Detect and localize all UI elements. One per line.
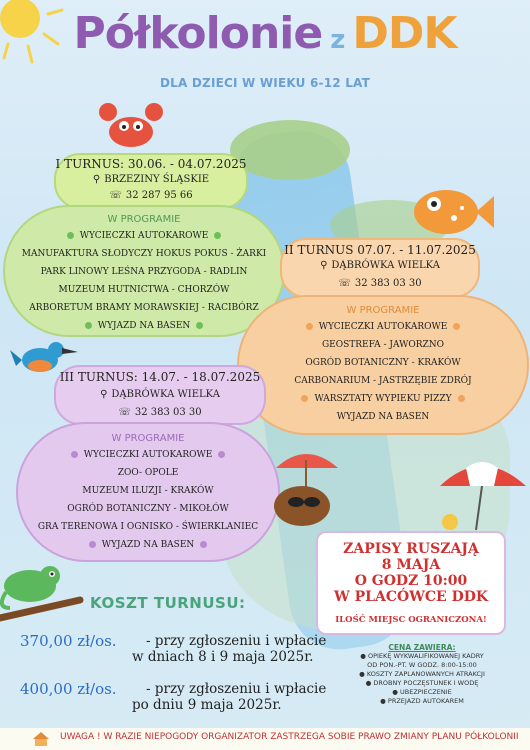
turn2-place	[280, 257, 480, 275]
turn1-phone	[54, 187, 248, 205]
page-title	[0, 8, 530, 59]
turn3-program-list	[16, 446, 280, 554]
list-item: ARBORETUM BRAMY MORAWSKIEJ - RACIBÓRZ	[29, 303, 259, 313]
phone-icon: ☏	[338, 278, 351, 289]
turn1-phone-text: 32 287 95 66	[125, 190, 193, 201]
turn1-place-text: BRZEZINY ŚLĄSKIE	[104, 174, 210, 185]
grass-decoration	[230, 120, 350, 180]
bullet-icon	[196, 322, 203, 329]
list-item: CARBONARIUM - JASTRZĘBIE ZDRÓJ	[294, 376, 472, 386]
list-item: OGRÓD BOTANICZNY - KRAKÓW	[305, 358, 461, 368]
list-item: WYCIECZKI AUTOKAROWE	[16, 446, 280, 464]
bullet-icon	[89, 541, 96, 548]
crab-icon	[96, 100, 166, 152]
title-ddk: DDK	[352, 8, 457, 59]
list-item: WYJAZD NA BASEN	[336, 412, 430, 422]
phone-icon: ☏	[109, 190, 122, 201]
turn2-phone-text: 32 383 03 30	[354, 278, 422, 289]
registration-line1: ZAPISY RUSZAJĄ	[343, 541, 479, 557]
turn1-program-heading: W PROGRAMIE	[107, 214, 181, 225]
turn2-phone	[280, 275, 480, 293]
bullet-icon	[458, 395, 465, 402]
limited-places-note: ILOŚĆ MIEJSC OGRANICZONA!	[335, 615, 487, 625]
turn2-place-text: DĄBRÓWKA WIELKA	[331, 260, 440, 271]
price-late-desc-line1: - przy zgłoszeniu i wpłacie	[146, 681, 327, 697]
price-early-desc	[132, 633, 327, 665]
list-item: OD PON.-PT. W GODZ. 8:00-15:00	[367, 661, 477, 669]
bullet-icon	[306, 323, 313, 330]
footer	[0, 728, 530, 750]
location-pin-icon: ⚲	[100, 389, 108, 400]
turn3-place	[54, 386, 266, 404]
title-connector: z	[330, 25, 345, 55]
chameleon-icon	[0, 548, 92, 628]
list-item: WYJAZD NA BASEN	[16, 536, 280, 554]
price-early: 370,00 zł/os.	[20, 632, 117, 650]
list-item: ● UBEZPIECZENIE	[392, 688, 452, 696]
age-subtitle: DLA DZIECI W WIEKU 6-12 LAT	[160, 76, 370, 90]
footer-warning: UWAGA ! W RAZIE NIEPOGODY ORGANIZATOR ZASTRZEGA SOBIE PRAWO ZMIANY PLANU PÓŁKOLONII	[60, 732, 519, 742]
price-includes-heading: CENA ZAWIERA:	[388, 643, 456, 652]
registration-box	[316, 531, 506, 635]
list-item: WYJAZD NA BASEN	[3, 317, 285, 335]
title-text: Półkolonie	[73, 8, 323, 59]
beach-umbrella-icon	[436, 452, 528, 532]
list-item: MUZEUM HUTNICTWA - CHORZÓW	[58, 285, 230, 295]
bullet-icon	[453, 323, 460, 330]
turn2-program-list	[237, 318, 529, 426]
list-item: ● KOSZTY ZAPLANOWANYCH ATRAKCJI	[359, 670, 485, 678]
location-pin-icon: ⚲	[320, 260, 328, 271]
bullet-icon	[218, 451, 225, 458]
list-item: WYCIECZKI AUTOKAROWE	[3, 227, 285, 245]
list-item: ● DROBNY POCZĘSTUNEK I WODĘ	[365, 679, 479, 687]
bullet-icon	[71, 451, 78, 458]
phone-icon: ☏	[118, 407, 131, 418]
list-item: OGRÓD BOTANICZNY - MIKOŁÓW	[67, 504, 229, 514]
list-item: ● OPIEKĘ WYKWALIFIKOWANEJ KADRY	[360, 652, 484, 660]
turn3-phone-text: 32 383 03 30	[134, 407, 202, 418]
house-logo-icon	[32, 731, 50, 747]
list-item: ZOO- OPOLE	[117, 468, 179, 478]
price-includes	[342, 643, 502, 706]
fish-icon	[404, 180, 496, 240]
list-item: GRA TERENOWA I OGNISKO - ŚWIERKLANIEC	[37, 522, 259, 532]
list-item: MANUFAKTURA SŁODYCZY HOKUS POKUS - ŻARKI	[21, 249, 267, 259]
coconut-drink-icon	[266, 440, 346, 530]
turn3-title: III TURNUS: 14.07. - 18.07.2025	[59, 370, 261, 384]
price-early-desc-line1: - przy zgłoszeniu i wpłacie	[146, 633, 327, 649]
turn2-title: II TURNUS 07.07. - 11.07.2025	[284, 243, 476, 257]
location-pin-icon: ⚲	[92, 174, 101, 185]
list-item: WARSZTATY WYPIEKU PIZZY	[237, 390, 529, 408]
turn3-program-heading: W PROGRAMIE	[111, 433, 185, 444]
list-item: WYCIECZKI AUTOKAROWE	[237, 318, 529, 336]
turn1-title: I TURNUS: 30.06. - 04.07.2025	[55, 157, 247, 171]
bullet-icon	[301, 395, 308, 402]
list-item: PARK LINOWY LEŚNA PRZYGODA - RADLIN	[40, 267, 248, 277]
price-late-desc-line2: po dniu 9 maja 2025r.	[132, 697, 282, 713]
list-item: MUZEUM ILUZJI - KRAKÓW	[82, 486, 214, 496]
bullet-icon	[200, 541, 207, 548]
price-early-desc-line2: w dniach 8 i 9 maja 2025r.	[132, 649, 314, 665]
price-late-desc	[132, 681, 327, 713]
bullet-icon	[85, 322, 92, 329]
bullet-icon	[67, 232, 74, 239]
cost-heading: KOSZT TURNUSU:	[90, 594, 246, 612]
registration-line2: 8 MAJA	[381, 557, 441, 573]
price-late: 400,00 zł/os.	[20, 680, 117, 698]
turn3-place-text: DĄBRÓWKA WIELKA	[111, 389, 220, 400]
turn2-program-heading: W PROGRAMIE	[346, 305, 420, 316]
turn3-phone	[54, 404, 266, 422]
registration-line3: O GODZ 10:00	[354, 573, 468, 589]
bullet-icon	[214, 232, 221, 239]
list-item: GEOSTREFA - JAWORZNO	[321, 340, 445, 350]
registration-line4: W PLACÓWCE DDK	[333, 589, 489, 605]
list-item: ● PRZEJAZD AUTOKAREM	[380, 697, 464, 705]
